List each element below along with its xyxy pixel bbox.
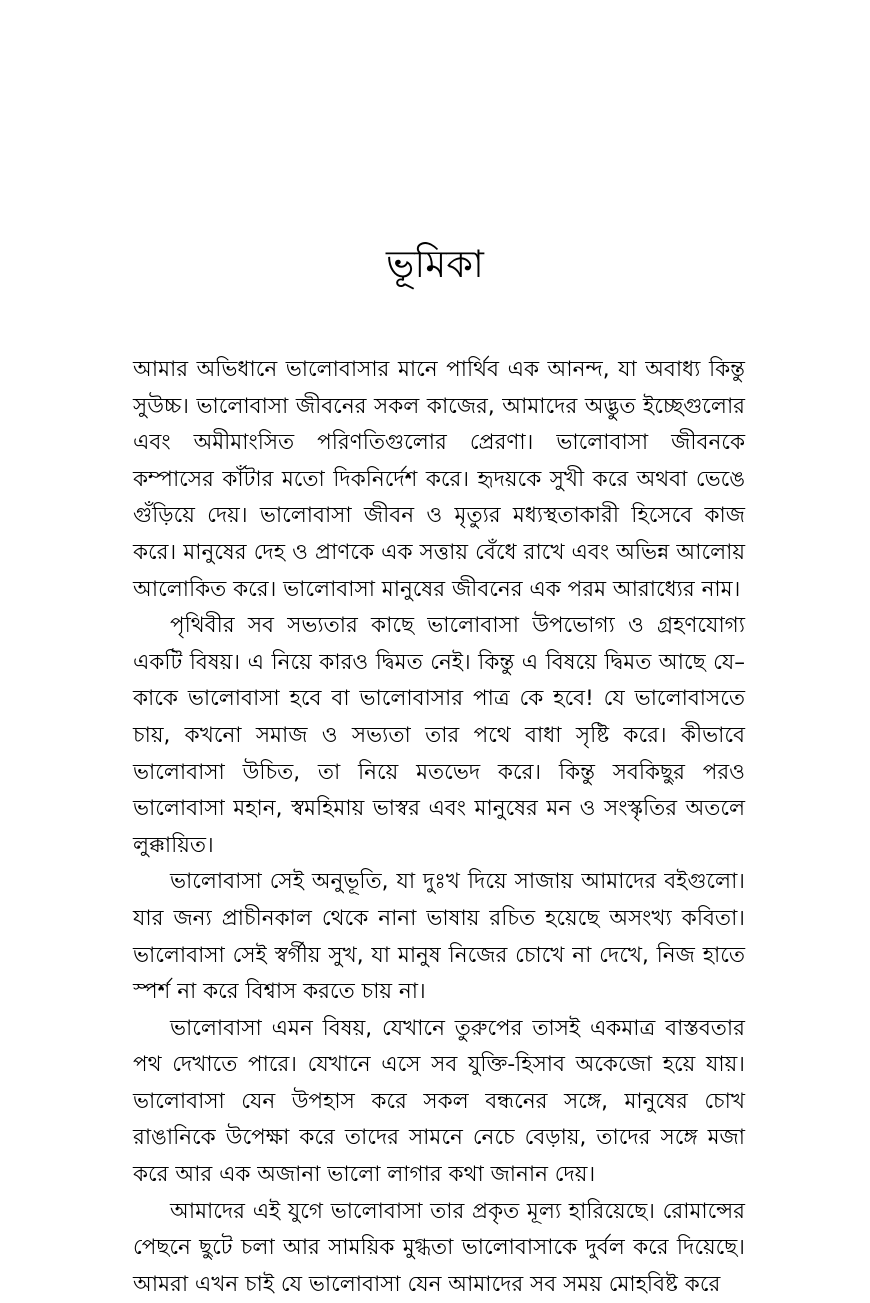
page-title: ভূমিকা [386,242,484,286]
paragraph-3: ভালোবাসা সেই অনুভূতি, যা দুঃখ দিয়ে সাজায় আমাদের বইগুলো। যার জন্য প্রাচীনকাল থেকে নানা ভাষায় রচিত হয়েছে অসংখ্য কবিতা। ভালোবাসা সেই স্বর্গীয় সুখ, যা মানুষ নিজের চোখে না দেখে, নিজ হাতে স্পর্শ না করে বিশ্বাস করতে চায় না। [133,869,745,1005]
paragraph-4: ভালোবাসা এমন বিষয়, যেখানে তুরুপের তাসই একমাত্র বাস্তবতার পথ দেখাতে পারে। যেখানে এসে সব যুক্তি-হিসাব অকেজো হয়ে যায়। ভালোবাসা যেন উপহাস করে সকল বন্ধনের সঙ্গে, মানুষের চোখ রাঙানিকে উপেক্ষা করে তাদের সামনে নেচে বেড়ায়, তাদের সঙ্গে মজা করে আর এক অজানা ভালো লাগার কথা জানান দেয়। [133,1015,745,1188]
paragraph-1: আমার অভিধানে ভালোবাসার মানে পার্থিব এক আনন্দ, যা অবাধ্য কিন্তু সুউচ্চ। ভালোবাসা জীবনের সকল কাজের, আমাদের অদ্ভুত ইচ্ছেগুলোর এবং অমীমাংসিত পরিণতিগুলোর প্রেরণা। ভালোবাসা জীবনকে কম্পাসের কাঁটার মতো দিকনির্দেশ করে। হৃদয়কে সুখী করে অথবা ভেঙে গুঁড়িয়ে দেয়। ভালোবাসা জীবন ও মৃত্যুর মধ্যস্থতাকারী হিসেবে কাজ করে। মানুষের দেহ ও প্রাণকে এক সত্তায় বেঁধে রাখে এবং অভিন্ন আলোয় আলোকিত করে। ভালোবাসা মানুষের জীবনের এক পরম আরাধ্যের নাম। [133,357,745,602]
body-text [133,352,745,1303]
paragraph-2: পৃথিবীর সব সভ্যতার কাছে ভালোবাসা উপভোগ্য ও গ্রহণযোগ্য একটি বিষয়। এ নিয়ে কারও দ্বিমত নেই। কিন্তু এ বিষয়ে দ্বিমত আছে যে–কাকে ভালোবাসা হবে বা ভালোবাসার পাত্র কে হবে! যে ভালোবাসতে চায়, কখনো সমাজ ও সভ্যতা তার পথে বাধা সৃষ্টি করে। কীভাবে ভালোবাসা উচিত, তা নিয়ে মতভেদ করে। কিন্তু সবকিছুর পরও ভালোবাসা মহান, স্বমহিমায় ভাস্বর এবং মানুষের মন ও সংস্কৃতির অতলে লুক্কায়িত। [133,613,745,858]
paragraph-5: আমাদের এই যুগে ভালোবাসা তার প্রকৃত মূল্য হারিয়েছে। রোমান্সের পেছনে ছুটে চলা আর সাময়িক মুগ্ধতা ভালোবাসাকে দুর্বল করে দিয়েছে। আমরা এখন চাই যে ভালোবাসা যেন আমাদের সব সময় মোহবিষ্ট করে [133,1198,745,1297]
